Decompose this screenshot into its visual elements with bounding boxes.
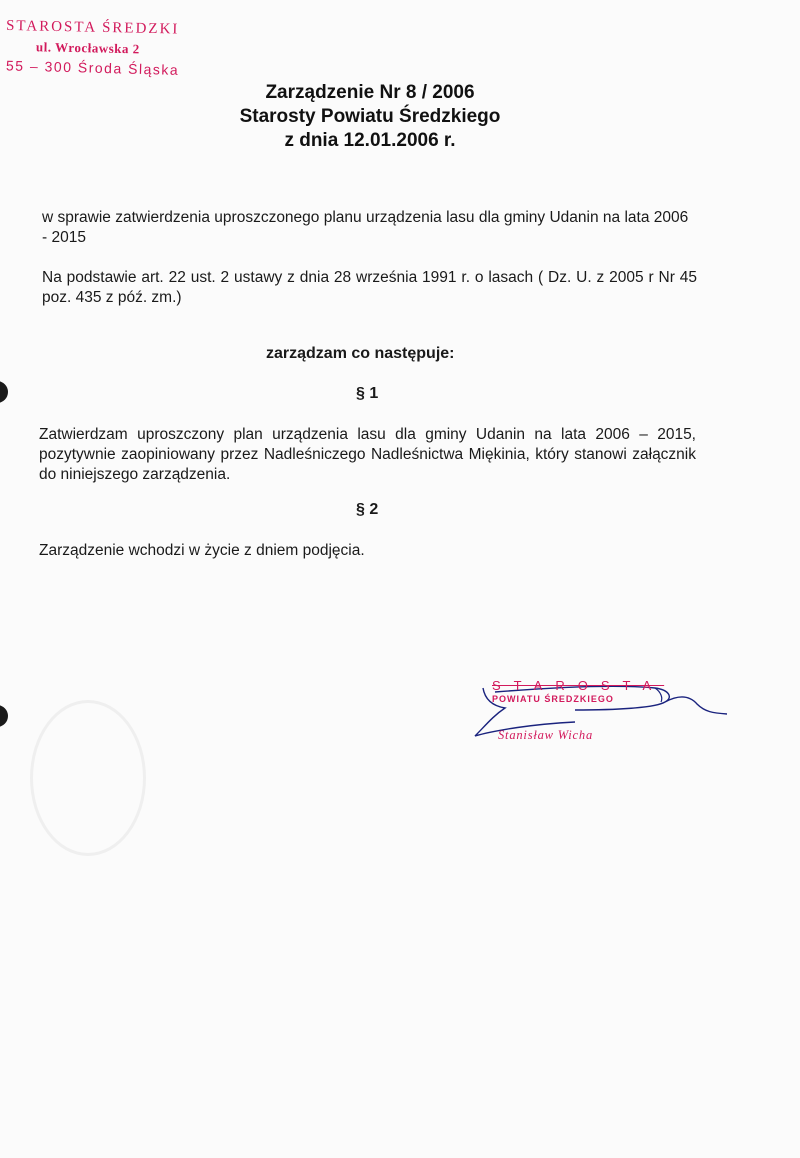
decree-heading: zarządzam co następuje: <box>266 345 455 362</box>
document-subject: w sprawie zatwierdzenia uproszczonego planu urządzenia lasu dla gminy Udanin na lata 2006 - 2015 <box>42 209 689 246</box>
address-stamp <box>5 17 206 78</box>
document-header <box>0 81 800 153</box>
section-mark-1: § 1 <box>356 385 379 402</box>
address-stamp-city: 55 – 300 Środa Śląska <box>5 57 180 78</box>
signature-stamp-name: Stanisław Wicha <box>498 728 593 742</box>
address-stamp-office: STAROSTA ŚREDZKI <box>5 17 180 38</box>
signature-stamp-title: STAROSTA <box>492 678 665 693</box>
signature-stamp-office: POWIATU ŚREDZKIEGO <box>492 694 614 704</box>
document-title: Zarządzenie Nr 8 / 2006 <box>265 82 475 103</box>
punch-hole-upper <box>0 381 8 403</box>
section-mark-2: § 2 <box>356 501 379 518</box>
legal-basis: Na podstawie art. 22 ust. 2 ustawy z dnia 28 września 1991 r. o lasach ( Dz. U. z 2005 r Nr 45 poz. 435 z póź. zm.) <box>42 269 697 306</box>
address-stamp-street: ul. Wrocławska 2 <box>35 39 140 57</box>
document-date: z dnia 12.01.2006 r. <box>284 130 456 151</box>
section-text-1: Zatwierdzam uproszczony plan urządzenia lasu dla gminy Udanin na lata 2006 – 2015, pozytywnie zaopiniowany przez Nadleśniczego Nadleśnictwa Miękinia, który stanowi załącznik do niniejszego zarządzenia. <box>39 426 696 483</box>
document-issuer: Starosty Powiatu Średzkiego <box>239 106 501 127</box>
bleed-through-mark <box>30 700 146 856</box>
punch-hole-lower <box>0 705 8 727</box>
signature-stamp <box>490 678 740 758</box>
section-text-2: Zarządzenie wchodzi w życie z dniem podjęcia. <box>39 542 365 559</box>
